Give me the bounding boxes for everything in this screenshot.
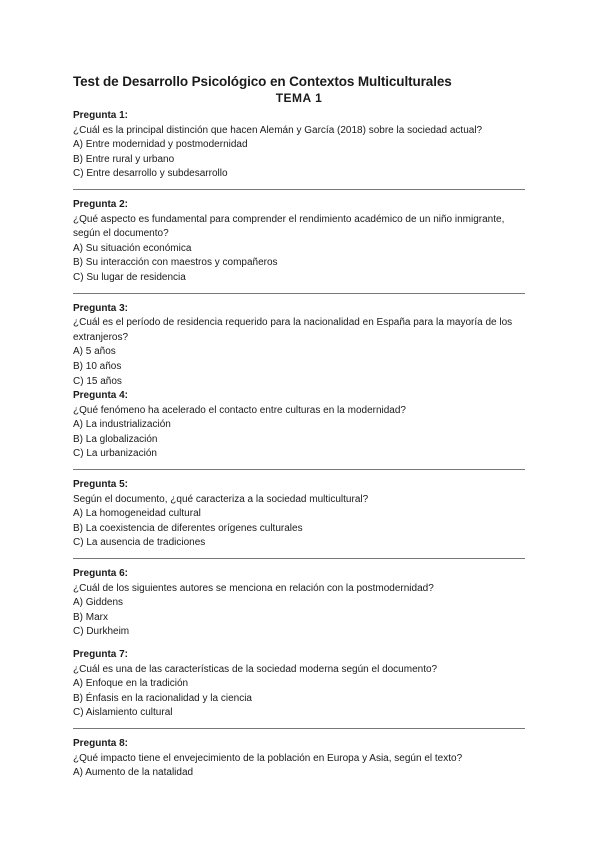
question-text: ¿Cuál es una de las características de la sociedad moderna según el documento? <box>73 663 438 675</box>
question-text: ¿Cuál es la principal distinción que hacen Alemán y García (2018) sobre la sociedad actual? <box>73 124 483 136</box>
answer-option: A) La homogeneidad cultural <box>73 508 201 520</box>
divider <box>73 469 525 470</box>
document-subtitle: TEMA 1 <box>275 91 323 105</box>
question-label: Pregunta 6: <box>73 568 129 580</box>
question-6 <box>73 567 525 640</box>
document-title: Test de Desarrollo Psicológico en Contextos Multiculturales <box>73 74 452 89</box>
divider <box>73 293 525 294</box>
question-text: ¿Qué fenómeno ha acelerado el contacto entre culturas en la modernidad? <box>73 404 406 416</box>
divider <box>73 728 525 729</box>
answer-option: A) Giddens <box>73 597 124 609</box>
answer-option: C) La urbanización <box>73 448 157 460</box>
divider <box>73 558 525 559</box>
question-label: Pregunta 8: <box>73 737 129 749</box>
answer-option: C) Durkheim <box>73 626 130 638</box>
question-text: Según el documento, ¿qué caracteriza a la sociedad multicultural? <box>73 493 369 505</box>
answer-option: C) 15 años <box>73 375 122 387</box>
question-label: Pregunta 7: <box>73 649 129 660</box>
answer-option: A) Aumento de la natalidad <box>73 767 194 779</box>
question-3 <box>73 302 525 390</box>
answer-option: A) 5 años <box>73 346 116 358</box>
answer-option: B) Marx <box>73 611 108 623</box>
divider <box>73 189 525 190</box>
question-label: Pregunta 1: <box>73 110 129 121</box>
answer-option: A) La industrialización <box>73 419 171 431</box>
question-text: ¿Cuál de los siguientes autores se menciona en relación con la postmodernidad? <box>73 582 434 594</box>
question-label: Pregunta 3: <box>73 302 129 314</box>
answer-option: C) Su lugar de residencia <box>73 271 186 283</box>
question-2 <box>73 198 525 286</box>
question-1 <box>73 109 525 182</box>
question-label: Pregunta 2: <box>73 198 129 210</box>
question-8 <box>73 737 525 781</box>
answer-option: B) 10 años <box>73 360 122 372</box>
answer-option: B) Énfasis en la racionalidad y la ciencia <box>73 692 252 704</box>
question-text: ¿Qué aspecto es fundamental para comprender el rendimiento académico de un niño inmigrante, según el documento? <box>73 213 505 240</box>
question-text: ¿Qué impacto tiene el envejecimiento de la población en Europa y Asia, según el texto? <box>73 752 463 764</box>
document-page <box>73 74 525 781</box>
answer-option: C) Aislamiento cultural <box>73 707 173 719</box>
question-label: Pregunta 4: <box>73 390 129 402</box>
question-5 <box>73 478 525 551</box>
answer-option: A) Entre modernidad y postmodernidad <box>73 139 248 151</box>
answer-option: B) La coexistencia de diferentes orígenes culturales <box>73 522 303 534</box>
answer-option: B) La globalización <box>73 433 158 445</box>
answer-option: B) Su interacción con maestros y compañeros <box>73 257 278 269</box>
question-4 <box>73 389 525 462</box>
spacer <box>73 640 525 648</box>
answer-option: C) La ausencia de tradiciones <box>73 537 206 549</box>
question-label: Pregunta 5: <box>73 479 129 491</box>
answer-option: C) Entre desarrollo y subdesarrollo <box>73 168 228 180</box>
answer-option: B) Entre rural y urbano <box>73 153 175 165</box>
question-text: ¿Cuál es el período de residencia requerido para la nacionalidad en España para la mayoría de los extranjeros? <box>73 317 513 343</box>
question-7 <box>73 648 525 721</box>
answer-option: A) Su situación económica <box>73 242 192 254</box>
answer-option: A) Enfoque en la tradición <box>73 678 189 690</box>
